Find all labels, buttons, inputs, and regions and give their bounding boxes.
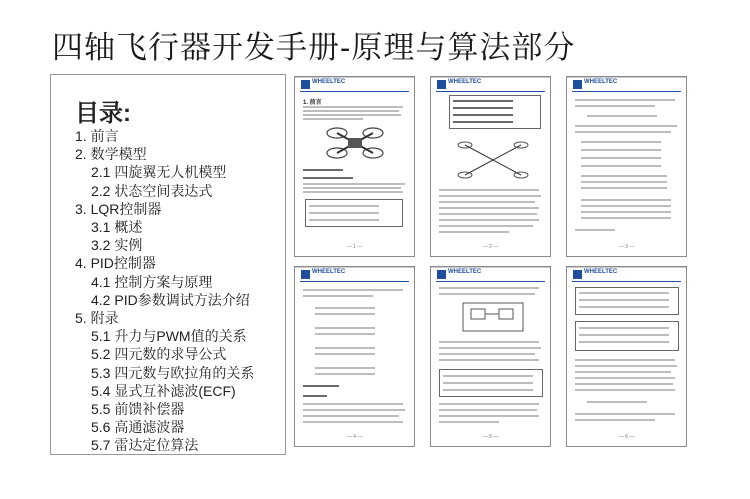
- toc-section[interactable]: 4.1 控制方案与原理: [91, 273, 213, 290]
- wheeltec-logo-icon: [301, 270, 310, 279]
- brand-text: WHEELTEC: [312, 79, 346, 85]
- thumbnail-header: [431, 77, 550, 95]
- toc-section[interactable]: 3.1 概述: [91, 219, 143, 236]
- toc-chapter[interactable]: 1. 前言: [75, 128, 119, 144]
- toc-chapter[interactable]: 3. LQR控制器: [75, 200, 162, 217]
- toc-section[interactable]: 5.2 四元数的求导公式: [91, 346, 227, 363]
- toc-chapter[interactable]: 5. 附录: [75, 310, 119, 327]
- block-diagram-icon: [461, 299, 525, 335]
- wheeltec-logo-icon: [301, 80, 310, 89]
- page-thumbnail-5[interactable]: WHEELTEC — 5 —: [430, 266, 551, 447]
- page-title: 四轴飞行器开发手册-原理与算法部分: [52, 30, 576, 65]
- toc-list: [75, 127, 254, 455]
- brand-text: WHEELTEC: [312, 269, 346, 275]
- toc-chapter[interactable]: 2. 数学模型: [75, 146, 147, 163]
- toc-chapter[interactable]: 4. PID控制器: [75, 255, 156, 272]
- toc-heading: 目录:: [75, 100, 131, 127]
- thumbnail-header: [295, 267, 414, 285]
- page-thumbnail-2[interactable]: WHEELTEC — 2 —: [430, 76, 551, 257]
- page-thumbnail-6[interactable]: WHEELTEC — 6 —: [566, 266, 687, 447]
- toc-section[interactable]: 2.2 状态空间表达式: [91, 182, 213, 199]
- thumbnail-header: [567, 267, 686, 285]
- toc-panel: [50, 74, 286, 455]
- page-thumbnail-1[interactable]: WHEELTEC 1. 前言 — 1 —: [294, 76, 415, 257]
- frame-diagram-icon: [455, 135, 531, 185]
- section-heading: 1. 前言: [303, 100, 322, 106]
- thumbnail-header: [567, 77, 686, 95]
- thumbnail-header: [431, 267, 550, 285]
- toc-section[interactable]: 5.3 四元数与欧拉角的关系: [91, 364, 255, 381]
- thumbnail-header: [295, 77, 414, 95]
- toc-section[interactable]: 5.7 雷达定位算法: [91, 437, 199, 454]
- wheeltec-logo-icon: [573, 80, 582, 89]
- brand-text: WHEELTEC: [584, 269, 618, 275]
- toc-section[interactable]: 5.1 升力与PWM值的关系: [91, 328, 247, 345]
- quadcopter-image-icon: [325, 123, 385, 163]
- brand-text: WHEELTEC: [448, 269, 482, 275]
- wheeltec-logo-icon: [437, 270, 446, 279]
- toc-section[interactable]: 5.6 高通滤波器: [91, 419, 185, 436]
- page-thumbnail-4[interactable]: WHEELTEC — 4 —: [294, 266, 415, 447]
- toc-section[interactable]: 4.2 PID参数调试方法介绍: [91, 291, 250, 308]
- brand-text: WHEELTEC: [448, 79, 482, 85]
- brand-text: WHEELTEC: [584, 79, 618, 85]
- toc-section[interactable]: 3.2 实例: [91, 237, 143, 254]
- wheeltec-logo-icon: [573, 270, 582, 279]
- page-thumbnail-3[interactable]: WHEELTEC — 3 —: [566, 76, 687, 257]
- toc-section[interactable]: 5.4 显式互补滤波(ECF): [91, 382, 236, 399]
- toc-section[interactable]: 5.5 前馈补偿器: [91, 401, 185, 418]
- wheeltec-logo-icon: [437, 80, 446, 89]
- toc-section[interactable]: 2.1 四旋翼无人机模型: [91, 164, 227, 181]
